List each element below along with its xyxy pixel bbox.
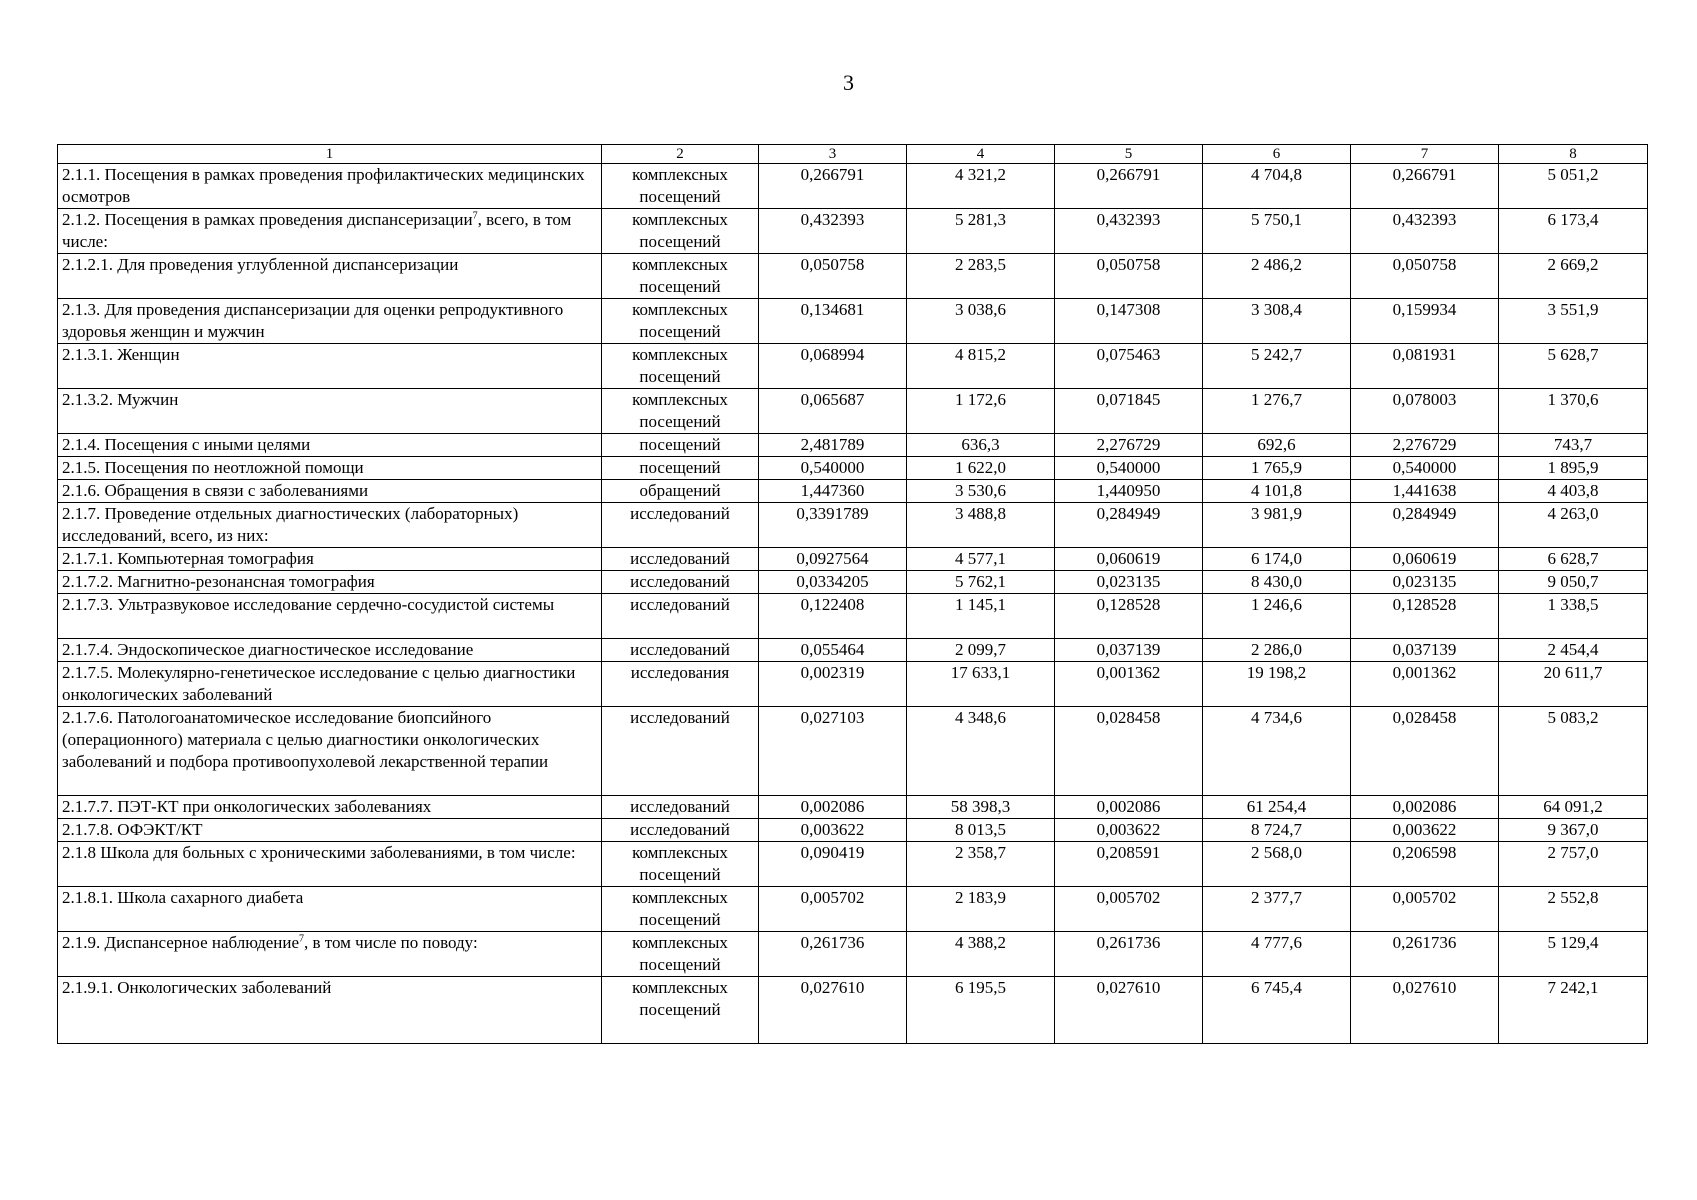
value-cell-v7: 0,266791: [1351, 164, 1499, 209]
value-cell-v7: 0,078003: [1351, 389, 1499, 434]
value-cell-v6: 692,6: [1203, 434, 1351, 457]
value-cell-v8: 6 628,7: [1499, 548, 1648, 571]
value-cell-v7: 0,081931: [1351, 344, 1499, 389]
value-cell-v8: 4 263,0: [1499, 503, 1648, 548]
data-table: [57, 144, 1648, 1044]
value-cell-v5: 0,060619: [1055, 548, 1203, 571]
value-cell-v7: 0,206598: [1351, 842, 1499, 887]
row-name-cell: [58, 842, 602, 887]
unit-cell: обращений: [602, 480, 759, 503]
unit-cell: исследований: [602, 548, 759, 571]
row-name-cell: [58, 503, 602, 548]
value-cell-v7: 0,028458: [1351, 707, 1499, 796]
value-cell-v4: 2 183,9: [907, 887, 1055, 932]
value-cell-v7: 0,002086: [1351, 796, 1499, 819]
value-cell-v5: 0,002086: [1055, 796, 1203, 819]
unit-cell: комплексных посещений: [602, 977, 759, 1044]
value-cell-v5: 0,050758: [1055, 254, 1203, 299]
value-cell-v4: 1 172,6: [907, 389, 1055, 434]
value-cell-v3: 0,002086: [759, 796, 907, 819]
value-cell-v4: 1 145,1: [907, 594, 1055, 639]
unit-cell: исследований: [602, 819, 759, 842]
row-name-cell: [58, 819, 602, 842]
table-row: [58, 299, 1648, 344]
value-cell-v7: 0,159934: [1351, 299, 1499, 344]
value-cell-v3: 0,050758: [759, 254, 907, 299]
value-cell-v5: 0,037139: [1055, 639, 1203, 662]
row-name: 2.1.3.2. Мужчин: [62, 390, 179, 409]
value-cell-v8: 6 173,4: [1499, 209, 1648, 254]
value-cell-v3: 0,068994: [759, 344, 907, 389]
unit-cell: комплексных посещений: [602, 389, 759, 434]
value-cell-v5: 1,440950: [1055, 480, 1203, 503]
value-cell-v5: 0,432393: [1055, 209, 1203, 254]
value-cell-v4: 2 099,7: [907, 639, 1055, 662]
unit-cell: комплексных посещений: [602, 932, 759, 977]
value-cell-v4: 3 530,6: [907, 480, 1055, 503]
value-cell-v4: 4 815,2: [907, 344, 1055, 389]
value-cell-v4: 17 633,1: [907, 662, 1055, 707]
value-cell-v3: 0,002319: [759, 662, 907, 707]
value-cell-v7: 0,128528: [1351, 594, 1499, 639]
value-cell-v7: 0,023135: [1351, 571, 1499, 594]
value-cell-v8: 4 403,8: [1499, 480, 1648, 503]
value-cell-v4: 4 321,2: [907, 164, 1055, 209]
unit-cell: комплексных посещений: [602, 887, 759, 932]
row-name: 2.1.7.5. Молекулярно-генетическое исследование с целью диагностики онкологических заболеваний: [62, 663, 576, 704]
unit-cell: комплексных посещений: [602, 344, 759, 389]
value-cell-v3: 0,027610: [759, 977, 907, 1044]
row-name-cell: [58, 887, 602, 932]
table-row: [58, 639, 1648, 662]
value-cell-v4: 4 348,6: [907, 707, 1055, 796]
value-cell-v5: 0,023135: [1055, 571, 1203, 594]
value-cell-v6: 4 777,6: [1203, 932, 1351, 977]
value-cell-v5: 0,284949: [1055, 503, 1203, 548]
value-cell-v3: 0,122408: [759, 594, 907, 639]
value-cell-v4: 2 283,5: [907, 254, 1055, 299]
row-name-cell: [58, 707, 602, 796]
table-row: [58, 344, 1648, 389]
value-cell-v7: 0,001362: [1351, 662, 1499, 707]
value-cell-v5: 0,001362: [1055, 662, 1203, 707]
column-header: 7: [1351, 145, 1499, 164]
value-cell-v6: 5 750,1: [1203, 209, 1351, 254]
row-name-cell: [58, 594, 602, 639]
value-cell-v5: 0,261736: [1055, 932, 1203, 977]
row-name-cell: [58, 209, 602, 254]
unit-cell: исследований: [602, 796, 759, 819]
table-row: [58, 254, 1648, 299]
value-cell-v8: 2 757,0: [1499, 842, 1648, 887]
value-cell-v8: 5 129,4: [1499, 932, 1648, 977]
unit-cell: исследований: [602, 571, 759, 594]
value-cell-v6: 6 745,4: [1203, 977, 1351, 1044]
value-cell-v6: 5 242,7: [1203, 344, 1351, 389]
value-cell-v6: 3 981,9: [1203, 503, 1351, 548]
table-row: [58, 209, 1648, 254]
value-cell-v3: 0,261736: [759, 932, 907, 977]
value-cell-v3: 0,005702: [759, 887, 907, 932]
value-cell-v7: 0,060619: [1351, 548, 1499, 571]
table-row: [58, 887, 1648, 932]
column-header: 6: [1203, 145, 1351, 164]
row-name-tail: , в том числе по поводу:: [304, 933, 478, 952]
value-cell-v6: 1 765,9: [1203, 457, 1351, 480]
row-name-cell: [58, 662, 602, 707]
row-name: 2.1.7.4. Эндоскопическое диагностическое исследование: [62, 640, 474, 659]
row-name: 2.1.6. Обращения в связи с заболеваниями: [62, 481, 369, 500]
column-header: 1: [58, 145, 602, 164]
row-name-cell: [58, 796, 602, 819]
value-cell-v7: 0,027610: [1351, 977, 1499, 1044]
value-cell-v5: 0,028458: [1055, 707, 1203, 796]
value-cell-v8: 7 242,1: [1499, 977, 1648, 1044]
value-cell-v7: 2,276729: [1351, 434, 1499, 457]
row-name-cell: [58, 639, 602, 662]
row-name-cell: [58, 344, 602, 389]
unit-cell: комплексных посещений: [602, 209, 759, 254]
row-name: 2.1.2.1. Для проведения углубленной диспансеризации: [62, 255, 459, 274]
table-row: [58, 434, 1648, 457]
value-cell-v5: 0,540000: [1055, 457, 1203, 480]
row-name-cell: [58, 299, 602, 344]
table-row: [58, 796, 1648, 819]
table-row: [58, 548, 1648, 571]
value-cell-v6: 4 734,6: [1203, 707, 1351, 796]
value-cell-v8: 1 370,6: [1499, 389, 1648, 434]
value-cell-v5: 0,003622: [1055, 819, 1203, 842]
value-cell-v6: 4 101,8: [1203, 480, 1351, 503]
value-cell-v3: 0,027103: [759, 707, 907, 796]
unit-cell: исследований: [602, 639, 759, 662]
value-cell-v8: 1 338,5: [1499, 594, 1648, 639]
unit-cell: исследования: [602, 662, 759, 707]
value-cell-v7: 0,003622: [1351, 819, 1499, 842]
value-cell-v8: 3 551,9: [1499, 299, 1648, 344]
value-cell-v3: 0,432393: [759, 209, 907, 254]
unit-cell: исследований: [602, 503, 759, 548]
value-cell-v6: 2 486,2: [1203, 254, 1351, 299]
value-cell-v5: 0,075463: [1055, 344, 1203, 389]
value-cell-v7: 0,432393: [1351, 209, 1499, 254]
row-name: 2.1.7.3. Ультразвуковое исследование сердечно-сосудистой системы: [62, 595, 555, 614]
value-cell-v5: 0,027610: [1055, 977, 1203, 1044]
value-cell-v7: 1,441638: [1351, 480, 1499, 503]
value-cell-v5: 0,005702: [1055, 887, 1203, 932]
footnote-ref: 7: [299, 933, 305, 945]
table-row: [58, 480, 1648, 503]
row-name: 2.1.2. Посещения в рамках проведения диспансеризации: [62, 210, 473, 229]
value-cell-v3: 0,266791: [759, 164, 907, 209]
value-cell-v3: 2,481789: [759, 434, 907, 457]
row-name: 2.1.8 Школа для больных с хроническими заболеваниями, в том числе:: [62, 843, 576, 862]
value-cell-v3: 0,3391789: [759, 503, 907, 548]
value-cell-v6: 19 198,2: [1203, 662, 1351, 707]
unit-cell: комплексных посещений: [602, 842, 759, 887]
value-cell-v6: 8 724,7: [1203, 819, 1351, 842]
row-name: 2.1.7.6. Патологоанатомическое исследование биопсийного (операционного) материала с целью диагностики онкологических заболеваний и подбора противоопухолевой лекарственной терапии: [62, 708, 549, 771]
value-cell-v3: 0,540000: [759, 457, 907, 480]
value-cell-v8: 5 051,2: [1499, 164, 1648, 209]
value-cell-v6: 2 286,0: [1203, 639, 1351, 662]
table-row: [58, 707, 1648, 796]
row-name: 2.1.7.7. ПЭТ-КТ при онкологических заболеваниях: [62, 797, 432, 816]
value-cell-v4: 4 577,1: [907, 548, 1055, 571]
table-row: [58, 503, 1648, 548]
row-name: 2.1.3.1. Женщин: [62, 345, 180, 364]
table-body: [58, 164, 1648, 1044]
value-cell-v4: 2 358,7: [907, 842, 1055, 887]
value-cell-v7: 0,005702: [1351, 887, 1499, 932]
table-row: [58, 842, 1648, 887]
table-row: [58, 457, 1648, 480]
row-name: 2.1.4. Посещения с иными целями: [62, 435, 311, 454]
value-cell-v4: 4 388,2: [907, 932, 1055, 977]
value-cell-v4: 636,3: [907, 434, 1055, 457]
value-cell-v6: 61 254,4: [1203, 796, 1351, 819]
table-row: [58, 594, 1648, 639]
value-cell-v6: 6 174,0: [1203, 548, 1351, 571]
value-cell-v6: 1 246,6: [1203, 594, 1351, 639]
value-cell-v6: 4 704,8: [1203, 164, 1351, 209]
table-row: [58, 662, 1648, 707]
row-name: 2.1.9.1. Онкологических заболеваний: [62, 978, 332, 997]
value-cell-v5: 0,266791: [1055, 164, 1203, 209]
table-row: [58, 571, 1648, 594]
value-cell-v3: 0,134681: [759, 299, 907, 344]
value-cell-v3: 0,003622: [759, 819, 907, 842]
row-name-cell: [58, 977, 602, 1044]
value-cell-v8: 743,7: [1499, 434, 1648, 457]
page-number: 3: [843, 70, 854, 95]
value-cell-v6: 3 308,4: [1203, 299, 1351, 344]
value-cell-v6: 1 276,7: [1203, 389, 1351, 434]
column-header: 8: [1499, 145, 1648, 164]
value-cell-v5: 0,071845: [1055, 389, 1203, 434]
row-name: 2.1.7.1. Компьютерная томография: [62, 549, 314, 568]
value-cell-v3: 0,065687: [759, 389, 907, 434]
value-cell-v8: 1 895,9: [1499, 457, 1648, 480]
value-cell-v7: 0,261736: [1351, 932, 1499, 977]
column-header: 2: [602, 145, 759, 164]
table-header-row: [58, 145, 1648, 164]
value-cell-v6: 8 430,0: [1203, 571, 1351, 594]
value-cell-v5: 2,276729: [1055, 434, 1203, 457]
unit-cell: комплексных посещений: [602, 254, 759, 299]
unit-cell: исследований: [602, 707, 759, 796]
unit-cell: посещений: [602, 434, 759, 457]
row-name: 2.1.9. Диспансерное наблюдение: [62, 933, 300, 952]
row-name: 2.1.8.1. Школа сахарного диабета: [62, 888, 304, 907]
value-cell-v4: 5 281,3: [907, 209, 1055, 254]
value-cell-v4: 6 195,5: [907, 977, 1055, 1044]
table-row: [58, 164, 1648, 209]
value-cell-v4: 1 622,0: [907, 457, 1055, 480]
value-cell-v8: 20 611,7: [1499, 662, 1648, 707]
value-cell-v8: 64 091,2: [1499, 796, 1648, 819]
value-cell-v4: 3 038,6: [907, 299, 1055, 344]
value-cell-v3: 0,0927564: [759, 548, 907, 571]
value-cell-v8: 2 669,2: [1499, 254, 1648, 299]
unit-cell: комплексных посещений: [602, 299, 759, 344]
row-name-cell: [58, 434, 602, 457]
value-cell-v6: 2 568,0: [1203, 842, 1351, 887]
value-cell-v3: 0,090419: [759, 842, 907, 887]
table-row: [58, 819, 1648, 842]
row-name: 2.1.3. Для проведения диспансеризации для оценки репродуктивного здоровья женщин и мужчин: [62, 300, 564, 341]
column-header: 3: [759, 145, 907, 164]
row-name-cell: [58, 548, 602, 571]
value-cell-v8: 9 050,7: [1499, 571, 1648, 594]
value-cell-v3: 0,0334205: [759, 571, 907, 594]
value-cell-v8: 2 552,8: [1499, 887, 1648, 932]
value-cell-v4: 5 762,1: [907, 571, 1055, 594]
row-name: 2.1.7.8. ОФЭКТ/КТ: [62, 820, 203, 839]
unit-cell: комплексных посещений: [602, 164, 759, 209]
row-name-cell: [58, 571, 602, 594]
value-cell-v5: 0,147308: [1055, 299, 1203, 344]
row-name: 2.1.1. Посещения в рамках проведения профилактических медицинских осмотров: [62, 165, 585, 206]
value-cell-v3: 0,055464: [759, 639, 907, 662]
value-cell-v4: 3 488,8: [907, 503, 1055, 548]
unit-cell: исследований: [602, 594, 759, 639]
unit-cell: посещений: [602, 457, 759, 480]
column-header: 5: [1055, 145, 1203, 164]
column-header: 4: [907, 145, 1055, 164]
row-name-cell: [58, 480, 602, 503]
row-name: 2.1.7. Проведение отдельных диагностических (лабораторных) исследований, всего, из них:: [62, 504, 519, 545]
footnote-ref: 7: [472, 210, 478, 222]
value-cell-v7: 0,037139: [1351, 639, 1499, 662]
value-cell-v8: 9 367,0: [1499, 819, 1648, 842]
value-cell-v4: 8 013,5: [907, 819, 1055, 842]
value-cell-v8: 2 454,4: [1499, 639, 1648, 662]
value-cell-v8: 5 083,2: [1499, 707, 1648, 796]
row-name-cell: [58, 164, 602, 209]
row-name-cell: [58, 457, 602, 480]
value-cell-v5: 0,128528: [1055, 594, 1203, 639]
row-name: 2.1.5. Посещения по неотложной помощи: [62, 458, 364, 477]
value-cell-v3: 1,447360: [759, 480, 907, 503]
value-cell-v5: 0,208591: [1055, 842, 1203, 887]
row-name-cell: [58, 932, 602, 977]
row-name-tail: , всего, в том числе:: [62, 210, 572, 251]
value-cell-v8: 5 628,7: [1499, 344, 1648, 389]
table-row: [58, 389, 1648, 434]
table-row: [58, 932, 1648, 977]
value-cell-v7: 0,540000: [1351, 457, 1499, 480]
value-cell-v4: 58 398,3: [907, 796, 1055, 819]
row-name-cell: [58, 254, 602, 299]
row-name: 2.1.7.2. Магнитно-резонансная томография: [62, 572, 375, 591]
table-row: [58, 977, 1648, 1044]
value-cell-v7: 0,050758: [1351, 254, 1499, 299]
value-cell-v7: 0,284949: [1351, 503, 1499, 548]
row-name-cell: [58, 389, 602, 434]
value-cell-v6: 2 377,7: [1203, 887, 1351, 932]
